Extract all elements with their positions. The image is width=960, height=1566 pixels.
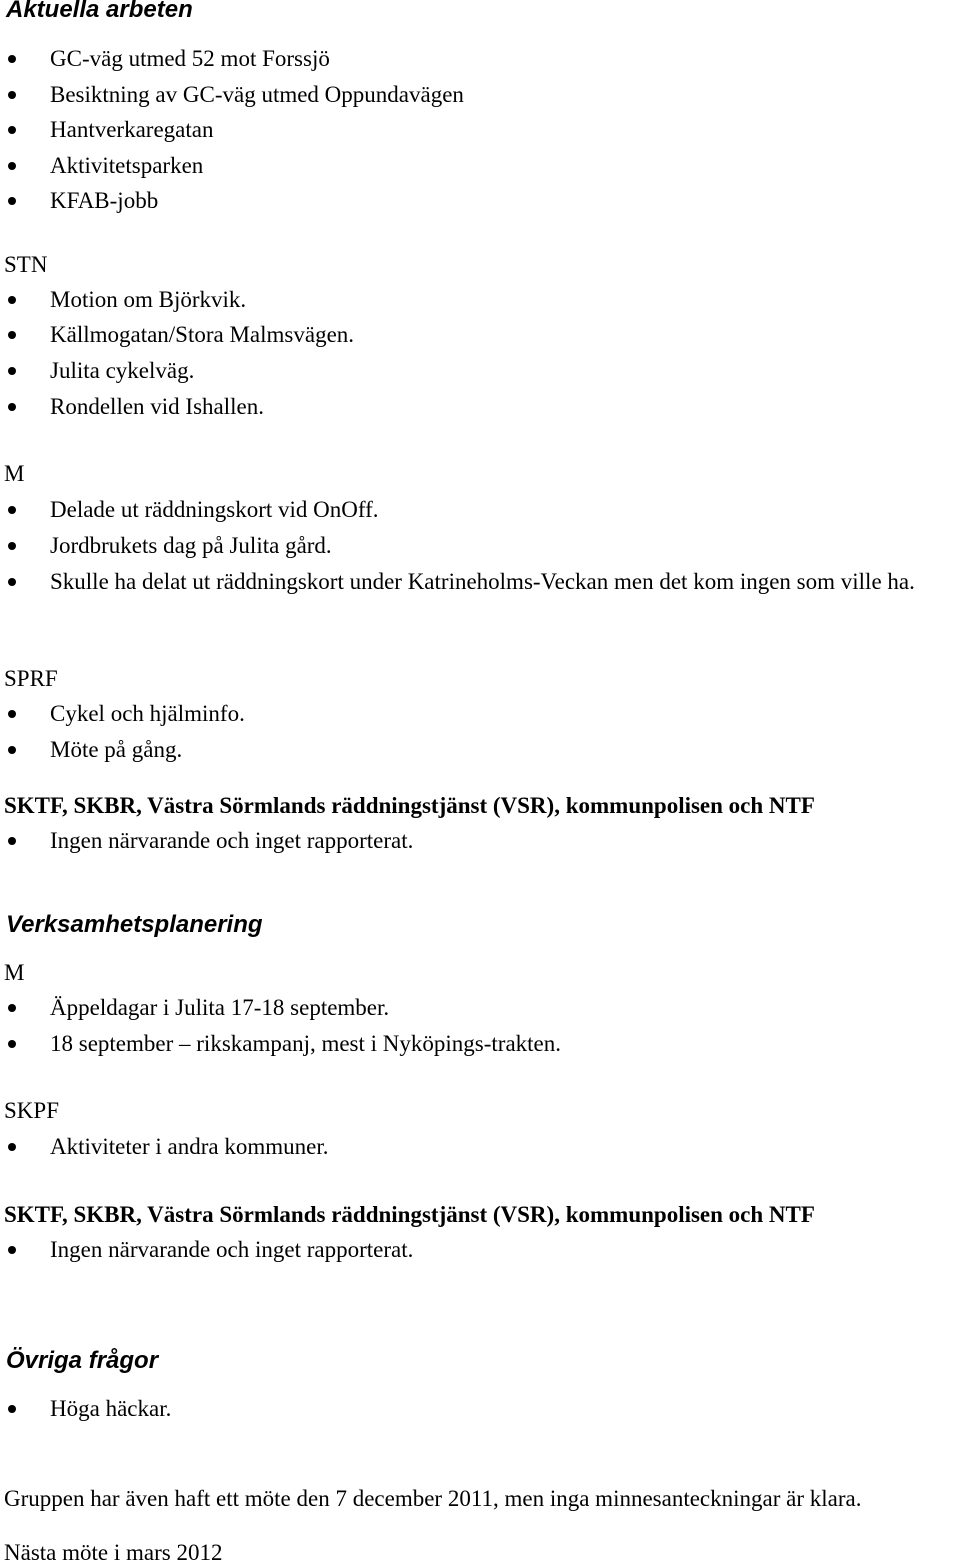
list-item: Höga häckar. (50, 1394, 940, 1424)
group-label-m: M (4, 461, 25, 486)
list-item: 18 september – rikskampanj, mest i Nyköpings-trakten. (50, 1029, 940, 1059)
list-item: Delade ut räddningskort vid OnOff. (50, 495, 940, 525)
list-item: Ingen närvarande och inget rapporterat. (50, 826, 940, 856)
list-item: Julita cykelväg. (50, 356, 940, 386)
list-item: Besiktning av GC-väg utmed Oppundavägen (50, 80, 940, 110)
list-item: GC-väg utmed 52 mot Forssjö (50, 44, 940, 74)
group-label-sktf: SKTF, SKBR, Västra Sörmlands räddningstjänst (VSR), kommunpolisen och NTF (4, 793, 815, 818)
list-item: Cykel och hjälminfo. (50, 699, 940, 729)
list-item: Hantverkaregatan (50, 115, 940, 145)
group-label-skpf: SKPF (4, 1098, 59, 1123)
section-heading: Verksamhetsplanering (6, 911, 263, 938)
list-item: Äppeldagar i Julita 17-18 september. (50, 993, 940, 1023)
list-item: Aktivitetsparken (50, 151, 940, 181)
list-item: Rondellen vid Ishallen. (50, 392, 940, 422)
section-heading: Aktuella arbeten (6, 0, 193, 23)
next-meeting: Nästa möte i mars 2012 (4, 1540, 223, 1565)
group-label-stn: STN (4, 252, 48, 277)
group-label-sktf: SKTF, SKBR, Västra Sörmlands räddningstjänst (VSR), kommunpolisen och NTF (4, 1202, 815, 1227)
section-heading: Övriga frågor (6, 1347, 159, 1374)
meeting-note: Gruppen har även haft ett möte den 7 december 2011, men inga minnesanteckningar är klara. (4, 1486, 862, 1511)
list-item: Ingen närvarande och inget rapporterat. (50, 1235, 940, 1265)
list-item: Motion om Björkvik. (50, 285, 940, 315)
list-item: Jordbrukets dag på Julita gård. (50, 531, 940, 561)
list-item: KFAB-jobb (50, 186, 940, 216)
list-item: Aktiviteter i andra kommuner. (50, 1132, 940, 1162)
list-item: Skulle ha delat ut räddningskort under Katrineholms-Veckan men det kom ingen som ville ha. (50, 567, 940, 597)
list-item: Möte på gång. (50, 735, 940, 765)
group-label-m: M (4, 960, 25, 985)
list-item: Källmogatan/Stora Malmsvägen. (50, 320, 940, 350)
group-label-sprf: SPRF (4, 666, 58, 691)
